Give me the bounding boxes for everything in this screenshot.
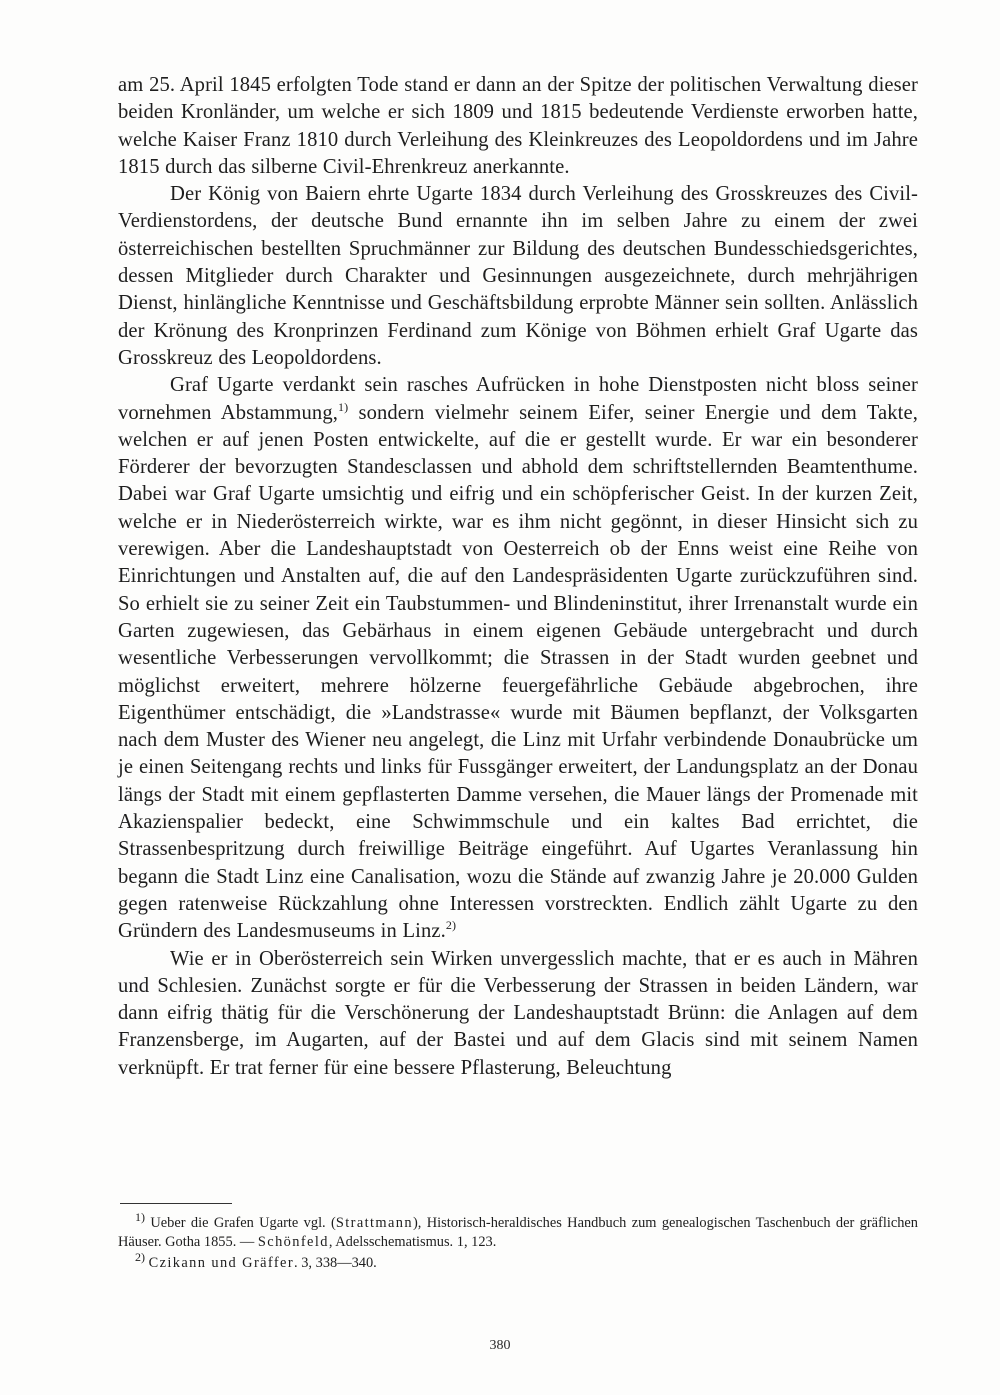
paragraph-3-part-2: sondern vielmehr seinem Eifer, seiner Energie und dem Takte, welchen er auf jenen Posten entwickelte, auf die er gestellt wurde. Er war ein besonderer Förderer der bevorzugten Standesclassen und abhold dem schriftstellernden Beamtenthume. Dabei war Graf Ugarte umsichtig und eifrig und ein schöpferischer Geist. In der kurzen Zeit, welche er in Niederösterreich wirkte, war es ihm nicht gegönnt, in dieser Hinsicht sich zu verewigen. Aber die Landeshauptstadt von Oesterreich ob der Enns weist eine Reihe von Einrichtungen und Anstalten auf, die auf den Landespräsidenten Ugarte zurückzuführen sind. So erhielt sie zu seiner Zeit ein Taubstummen- und Blindeninstitut, ihrer Irrenanstalt wurde ein Garten zugewiesen, das Gebärhaus in einem eigenen Gebäude untergebracht und durch wesentliche Verbesserungen vervollkommt; die Strassen in der Stadt wurden geebnet und möglichst erweitert, mehrere hölzerne feuergefährliche Gebäude abgebrochen, ihre Eigenthümer entschädigt, die »Landstrasse« wurde mit Bäumen bepflanzt, der Volksgarten nach dem Muster des Wiener neu angelegt, die Linz mit Urfahr verbindende Donaubrücke um je einen Seitengang rechts und links für Fussgänger erweitert, der Landungsplatz an der Donau längs der Stadt mit einem gepflasterten Damme versehen, die Mauer längs der Promenade mit Akazienspalier bedeckt, eine Schwimmschule und ein kaltes Bad errichtet, die Strassenbespritzung durch freiwillige Beiträge eingeführt. Auf Ugartes Veranlassung hin begann die Stadt Linz eine Canalisation, wozu die Stände auf zwanzig Jahre je 20.000 Gulden gegen ratenweise Rückzahlung ohne Interessen vorstreckten. Endlich zählt Ugarte zu den Gründern des Landesmuseums in Linz. xyxy=(118,401,918,943)
body-text xyxy=(118,72,918,1082)
page-number: 380 xyxy=(489,1338,511,1353)
footnote-1-author-2: Schönfeld xyxy=(257,1234,329,1250)
paragraph-3 xyxy=(118,372,918,945)
footnote-divider xyxy=(120,1203,232,1204)
paragraph-1: am 25. April 1845 erfolgten Tode stand er dann an der Spitze der politischen Verwaltung dieser beiden Kronländer, um welche er sich 1809 und 1815 bedeutende Verdienste erworben hatte, welche Kaiser Franz 1810 durch Verleihung des Kleinkreuzes des Leopoldordens und im Jahre 1815 durch das silberne Civil-Ehrenkreuz anerkannte. xyxy=(118,74,918,178)
paragraph-2: Der König von Baiern ehrte Ugarte 1834 durch Verleihung des Grosskreuzes des Civil-Verdienstordens, der deutsche Bund ernannte ihn im selben Jahre zu einem der zwei österreichischen bestellten Spruchmänner zur Bildung des deutschen Bundesschiedsgerichtes, dessen Mitglieder durch Charakter und Gesinnungen ausgezeichnete, durch mehrjährigen Dienst, hinlängliche Kenntnisse und Geschäftsbildung erprobte Männer sein sollten. Anlässlich der Krönung des Kronprinzen Ferdinand zum Könige von Böhmen erhielt Graf Ugarte das Grosskreuz des Leopoldordens. xyxy=(118,183,918,369)
footnote-1-title: ), Historisch-heraldisches Handbuch zum genealogischen Taschenbuch der gräflichen Häuser. Gotha 1855. — xyxy=(118,1215,918,1250)
footnote-1-lead: Ueber die Grafen Ugarte vgl. ( xyxy=(150,1215,336,1231)
footnote-ref-1: 1) xyxy=(337,399,349,414)
footnote-2-tail: . 3, 338—340. xyxy=(294,1255,377,1271)
paragraph-4: Wie er in Oberösterreich sein Wirken unvergesslich machte, that er es auch in Mähren und Schlesien. Zunächst sorgte er für die Verbesserung der Strassen in beiden Ländern, war dann eifrig thätig für die Verschönerung der Landeshauptstadt Brünn: die Anlagen auf dem Franzensberge, im Augarten, auf der Bastei und auf dem Glacis sind mit seinem Namen verknüpft. Er trat ferner für eine bessere Pflasterung, Beleuchtung xyxy=(118,947,918,1079)
footnote-1-author: Strattmann xyxy=(335,1215,413,1231)
footnote-1-tail: , Adelsschematismus. 1, 123. xyxy=(328,1234,497,1250)
footnotes xyxy=(118,1210,918,1273)
footnote-2-mark: 2) xyxy=(135,1250,145,1265)
paragraph-3-part-1: Graf Ugarte verdankt sein rasches Aufrücken in hohe Dienstposten nicht bloss seiner vornehmen Abstammung, xyxy=(118,374,918,424)
footnote-2 xyxy=(118,1250,918,1273)
footnote-2-author: Czikann und Gräffer xyxy=(148,1255,295,1271)
footnote-1 xyxy=(118,1210,918,1252)
footnote-ref-2: 2) xyxy=(445,918,457,933)
footnote-1-mark: 1) xyxy=(135,1210,145,1225)
